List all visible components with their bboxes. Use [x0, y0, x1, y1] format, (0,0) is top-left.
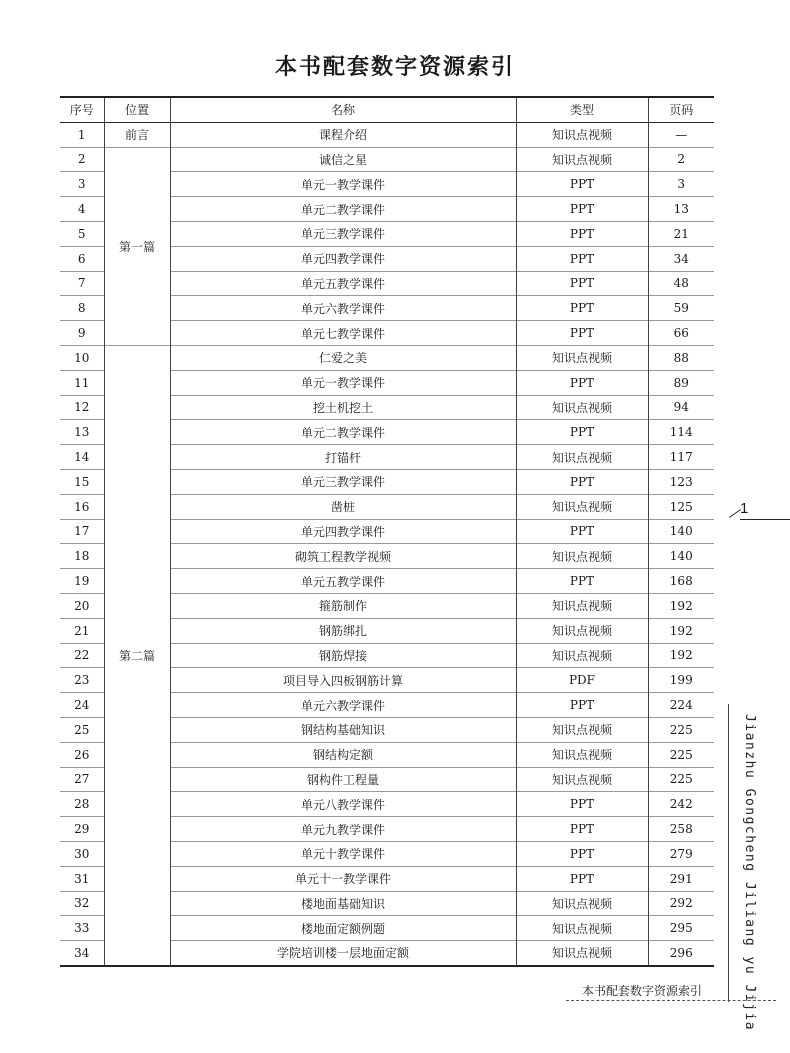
cell-type: PPT [516, 519, 648, 544]
cell-name: 单元三教学课件 [170, 469, 516, 494]
cell-name: 钢构件工程量 [170, 767, 516, 792]
cell-type: PPT [516, 172, 648, 197]
cell-name: 楼地面定额例题 [170, 916, 516, 941]
cell-name: 单元四教学课件 [170, 519, 516, 544]
cell-name: 单元五教学课件 [170, 569, 516, 594]
cell-index: 2 [60, 147, 104, 172]
cell-index: 10 [60, 345, 104, 370]
cell-type: PPT [516, 246, 648, 271]
cell-page: 199 [648, 668, 714, 693]
cell-type: 知识点视频 [516, 742, 648, 767]
header-index: 序号 [60, 97, 104, 122]
cell-index: 11 [60, 370, 104, 395]
cell-name: 单元五教学课件 [170, 271, 516, 296]
cell-type: 知识点视频 [516, 941, 648, 966]
cell-page: 242 [648, 792, 714, 817]
cell-index: 1 [60, 122, 104, 147]
cell-name: 钢筋绑扎 [170, 618, 516, 643]
cell-name: 箍筋制作 [170, 593, 516, 618]
cell-page: 2 [648, 147, 714, 172]
header-type: 类型 [516, 97, 648, 122]
cell-type: PPT [516, 321, 648, 346]
cell-page: 125 [648, 494, 714, 519]
cell-index: 24 [60, 693, 104, 718]
cell-page: 21 [648, 221, 714, 246]
table-row [60, 122, 714, 147]
cell-index: 33 [60, 916, 104, 941]
cell-page: 48 [648, 271, 714, 296]
cell-page: 59 [648, 296, 714, 321]
cell-page: 117 [648, 445, 714, 470]
cell-type: 知识点视频 [516, 494, 648, 519]
cell-index: 15 [60, 469, 104, 494]
cell-name: 学院培训楼一层地面定额 [170, 941, 516, 966]
cell-page: 34 [648, 246, 714, 271]
cell-page: 279 [648, 841, 714, 866]
footer-dash-line [566, 1000, 776, 1001]
cell-index: 12 [60, 395, 104, 420]
cell-name: 项目导入四板钢筋计算 [170, 668, 516, 693]
cell-type: PPT [516, 693, 648, 718]
cell-type: 知识点视频 [516, 122, 648, 147]
cell-name: 仁爱之美 [170, 345, 516, 370]
cell-type: PPT [516, 817, 648, 842]
cell-name: 砌筑工程教学视频 [170, 544, 516, 569]
cell-index: 3 [60, 172, 104, 197]
cell-page: 88 [648, 345, 714, 370]
cell-page: 89 [648, 370, 714, 395]
cell-position: 第二篇 [104, 345, 170, 965]
cell-name: 诚信之星 [170, 147, 516, 172]
cell-type: 知识点视频 [516, 445, 648, 470]
side-book-title: Jianzhu Gongcheng Jiliang yu Jijia [742, 714, 757, 1032]
table-row [60, 345, 714, 370]
cell-name: 单元二教学课件 [170, 420, 516, 445]
cell-page: 295 [648, 916, 714, 941]
cell-name: 单元一教学课件 [170, 370, 516, 395]
cell-name: 楼地面基础知识 [170, 891, 516, 916]
cell-index: 18 [60, 544, 104, 569]
cell-page: 292 [648, 891, 714, 916]
footer-title: 本书配套数字资源索引 [582, 984, 703, 998]
cell-page: 296 [648, 941, 714, 966]
cell-type: 知识点视频 [516, 593, 648, 618]
header-position: 位置 [104, 97, 170, 122]
cell-index: 16 [60, 494, 104, 519]
cell-type: 知识点视频 [516, 916, 648, 941]
cell-type: 知识点视频 [516, 717, 648, 742]
cell-name: 钢结构基础知识 [170, 717, 516, 742]
cell-type: PPT [516, 420, 648, 445]
cell-name: 单元八教学课件 [170, 792, 516, 817]
cell-type: 知识点视频 [516, 618, 648, 643]
cell-index: 31 [60, 866, 104, 891]
cell-type: PPT [516, 370, 648, 395]
cell-index: 32 [60, 891, 104, 916]
cell-index: 34 [60, 941, 104, 966]
cell-page: 140 [648, 544, 714, 569]
cell-index: 7 [60, 271, 104, 296]
cell-page: 225 [648, 717, 714, 742]
cell-name: 课程介绍 [170, 122, 516, 147]
cell-page: 140 [648, 519, 714, 544]
cell-index: 28 [60, 792, 104, 817]
cell-type: PPT [516, 866, 648, 891]
cell-page: 13 [648, 197, 714, 222]
cell-index: 9 [60, 321, 104, 346]
cell-index: 19 [60, 569, 104, 594]
cell-page: 192 [648, 643, 714, 668]
cell-index: 25 [60, 717, 104, 742]
cell-name: 单元十教学课件 [170, 841, 516, 866]
cell-type: PDF [516, 668, 648, 693]
cell-page: 258 [648, 817, 714, 842]
cell-name: 单元二教学课件 [170, 197, 516, 222]
cell-name: 单元十一教学课件 [170, 866, 516, 891]
header-page: 页码 [648, 97, 714, 122]
cell-type: 知识点视频 [516, 147, 648, 172]
cell-page: 94 [648, 395, 714, 420]
cell-index: 23 [60, 668, 104, 693]
cell-type: 知识点视频 [516, 767, 648, 792]
cell-type: PPT [516, 469, 648, 494]
cell-index: 20 [60, 593, 104, 618]
cell-name: 单元六教学课件 [170, 296, 516, 321]
cell-page: 168 [648, 569, 714, 594]
header-name: 名称 [170, 97, 516, 122]
cell-name: 挖土机挖土 [170, 395, 516, 420]
cell-type: PPT [516, 569, 648, 594]
cell-type: 知识点视频 [516, 345, 648, 370]
cell-index: 22 [60, 643, 104, 668]
cell-name: 打锚杆 [170, 445, 516, 470]
cell-position: 前言 [104, 122, 170, 147]
cell-page: 123 [648, 469, 714, 494]
cell-type: 知识点视频 [516, 891, 648, 916]
cell-page: 66 [648, 321, 714, 346]
cell-name: 单元三教学课件 [170, 221, 516, 246]
cell-type: PPT [516, 296, 648, 321]
cell-index: 4 [60, 197, 104, 222]
cell-page: 114 [648, 420, 714, 445]
cell-index: 30 [60, 841, 104, 866]
cell-page: 291 [648, 866, 714, 891]
side-rule [728, 704, 729, 1002]
cell-name: 单元九教学课件 [170, 817, 516, 842]
cell-page: 3 [648, 172, 714, 197]
cell-index: 27 [60, 767, 104, 792]
cell-index: 29 [60, 817, 104, 842]
cell-page: — [648, 122, 714, 147]
cell-type: PPT [516, 271, 648, 296]
cell-index: 6 [60, 246, 104, 271]
cell-index: 14 [60, 445, 104, 470]
cell-name: 凿桩 [170, 494, 516, 519]
page-title: 本书配套数字资源索引 [274, 55, 515, 80]
cell-name: 单元七教学课件 [170, 321, 516, 346]
cell-name: 单元一教学课件 [170, 172, 516, 197]
cell-page: 192 [648, 593, 714, 618]
cell-page: 192 [648, 618, 714, 643]
cell-page: 225 [648, 742, 714, 767]
cell-type: PPT [516, 197, 648, 222]
cell-index: 8 [60, 296, 104, 321]
cell-type: PPT [516, 792, 648, 817]
cell-type: 知识点视频 [516, 395, 648, 420]
cell-index: 17 [60, 519, 104, 544]
cell-page: 224 [648, 693, 714, 718]
cell-position: 第一篇 [104, 147, 170, 345]
cell-type: PPT [516, 221, 648, 246]
table-row [60, 147, 714, 172]
table-header-row [60, 97, 714, 122]
page-number: 1 [740, 500, 749, 517]
cell-name: 钢结构定额 [170, 742, 516, 767]
cell-index: 26 [60, 742, 104, 767]
cell-type: 知识点视频 [516, 544, 648, 569]
cell-index: 5 [60, 221, 104, 246]
page-tab-line [740, 519, 790, 520]
cell-page: 225 [648, 767, 714, 792]
cell-name: 单元六教学课件 [170, 693, 516, 718]
cell-name: 钢筋焊接 [170, 643, 516, 668]
resource-index-table [60, 96, 714, 967]
cell-type: 知识点视频 [516, 643, 648, 668]
cell-index: 21 [60, 618, 104, 643]
cell-name: 单元四教学课件 [170, 246, 516, 271]
cell-index: 13 [60, 420, 104, 445]
cell-type: PPT [516, 841, 648, 866]
